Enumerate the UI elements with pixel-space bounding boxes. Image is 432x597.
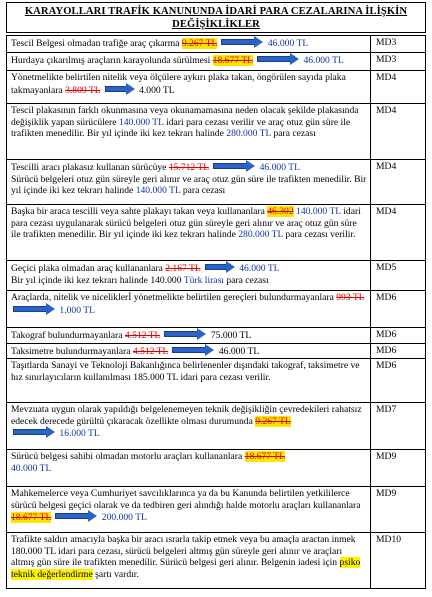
article-code: MD4 [371,104,426,160]
article-code: MD5 [371,261,426,291]
title-line-2: DEĞİŞİKLİKLER [172,19,260,30]
row-text: Geçici plaka olmadan araç kullananlara 2.167 TL 46.000 TL Bir yıl içinde iki kez tekrarı halinde 140.000 Türk lirası para cezası [7,261,371,291]
row-text: Hurdaya çıkarılmış araçların karayolunda sürülmesi 18.677 TL 46.000 TL [7,53,371,71]
row-text: Mahkemelerce veya Cumhuriyet savcılıklarınca ya da bu Kanunda belirtilen yetkililerce sürücü belgesi geçici olarak ve da tedbiren geri alındığı halde motorlu araçları kullananlara 18.677 TL 200.000 TL [7,487,371,533]
new-amount: 46.000 TL [239,263,280,274]
arrow-right-icon [105,84,135,94]
article-code: MD6 [371,359,426,403]
article-code: MD3 [371,36,426,53]
old-amount: 4.512 TL [132,345,169,357]
old-amount: 18.677 TL [244,451,285,463]
article-code: MD9 [371,450,426,487]
arrow-right-icon [257,54,299,64]
article-code: MD4 [371,160,426,205]
arrow-right-icon [172,345,214,355]
document-title [6,2,426,33]
new-amount: 16.000 TL [59,428,100,440]
new-amount: 40.000 TL [11,462,52,474]
row-text: Mevzuata uygun olarak yapıldığı belgelenemeyen teknik değişikliğin çevredekileri rahatsız edecek derecede gürültü çıkaracak özellikte olması durumunda 9.267 TL 16.000 TL [7,403,371,450]
row-text: Araçlarda, nitelik ve niceliklerİ yönetmelikte belirtilen gereçleri bulundurmayanlara 993 TL 1.000 TL [7,291,371,328]
new-amount: 46.000 TL [218,345,260,357]
old-amount: 9.267 TL [181,38,218,49]
new-amount: 1.000 TL [59,304,95,316]
table-row [7,160,426,205]
row-text: Takograf bulundurmayanlara 4.512 TL 75.000 TL [7,328,371,344]
table-row [7,291,426,328]
new-amount: 46.000 TL [267,38,309,49]
old-amount: 46.302 [267,206,294,217]
old-amount: 18.677 TL [11,512,51,524]
table-row [7,205,426,261]
table-row [7,359,426,403]
new-amount: 75.000 TL [210,330,252,341]
table-row [7,403,426,450]
table-row [7,487,426,533]
fine-amount: 140.000 TL [135,185,181,197]
old-amount: 3.809 TL [65,84,101,96]
old-amount: 2.167 TL [165,263,201,274]
table-row [7,36,426,53]
article-code: MD10 [371,533,426,589]
arrow-right-icon [205,262,235,272]
row-text: Trafikte saldırı amacıyla başka bir aracı ısrarla takip etmek veya bu amaçla aractan inmek 180.000 TL idari para cezası, sürücü belgeleri altmış gün süreyle geri alınır ve araçları altmış gün süre ile trafikten menedilir. Sürücü belgesi geri alınır. Belgenin iadesi için psiko teknik değerlendirme şartı vardır. [7,533,371,589]
row-text: Sürücü belgesi sahibi olmadan motorlu araçları kullananlara 18.677 TL 40.000 TL [7,450,371,487]
row-text: Yönetmelikte belirtilen nitelik veya ölçülere aykırı plaka takan, öngörülen sayıda plaka takmayanlara 3.809 TL 4.000 TL [7,71,371,104]
new-amount: 46.000 TL [259,162,300,173]
title-line-1: KARAYOLLARI TRAFİK KANUNUNDA İDARİ PARA CEZALARINA İLİŞKİN [24,6,408,17]
new-amount: 46.000 TL [303,55,344,66]
article-code: MD4 [371,205,426,261]
article-code: MD7 [371,403,426,450]
article-code: MD6 [371,291,426,328]
table-row [7,53,426,71]
old-amount: 4.512 TL [124,330,161,341]
highlighted-text: psiko teknik değerlendirme [11,557,361,580]
arrow-right-icon [213,161,255,171]
arrow-right-icon [164,329,206,339]
row-text: Tescil plakasının farklı okunmasına veya okunamamasına neden olacak şekilde plakasında değişiklik yapan sürücülere 140.000 TL idari para cezası verilir ve araç otuz gün süre ile trafikten menedilir. Bir yıl içinde iki kez tekrarı halinde 280.000 TL para cezası [7,104,371,160]
table-row [7,450,426,487]
table-row [7,71,426,104]
new-amount: 4.000 TL [139,84,175,96]
article-code: MD9 [371,487,426,533]
fine-amount: 280.000 TL [238,229,284,241]
fines-table [6,35,426,589]
arrow-right-icon [13,427,55,437]
old-amount: 18.677 TL [212,55,253,66]
arrow-right-icon [13,304,55,314]
old-amount: 993 TL [336,292,365,303]
table-row [7,261,426,291]
row-text: Taşıtlarda Sanayi ve Teknoloji Bakanlığınca belirlenenler dışındaki takograf, taksimetre ve hız sınırlayıcıların kullanılması 185.000 TL idari para cezası verilir. [7,359,371,403]
article-code: MD3 [371,53,426,71]
table-row [7,533,426,589]
new-amount: 200.000 TL [101,512,147,524]
row-text: Taksimetre bulundurmayanlara 4.512 TL 46.000 TL [7,343,371,359]
row-text: Tescilli aracı plakasız kullanan sürücüye 15.712 TL 46.000 TL Sürücü belgeleri otuz gün süreyle geri alınır ve araç otuz gün süre ile trafikten menedilir. Bir yıl içinde iki kez tekrarı halinde 140.000 TL para cezası [7,160,371,205]
fine-amount: 140.000 TL [118,116,164,128]
fine-amount: 280.000 TL [226,128,272,140]
table-row [7,104,426,160]
row-text: Tescil Belgesi olmadan trafiğe araç çıkarma 9.267 TL 46.000 TL [7,36,371,53]
article-code: MD6 [371,343,426,359]
table-row [7,343,426,359]
old-amount: 15.712 TL [168,162,209,173]
row-text: Başka bir araca tescilli veya sahte plakayı takan veya kullananlara 46.302 140.000 TL idari para cezası uygulanarak sürücü belgeleri otuz gün süreyle geri alınır ve araç otuz gün süre ile trafikten menedilir. Bir yıl içinde iki kez tekrarı halinde 280.000 TL para cezası verilir. [7,205,371,261]
article-code: MD4 [371,71,426,104]
article-code: MD6 [371,328,426,344]
fine-amount: 140.000 TL [296,206,341,217]
arrow-right-icon [221,37,263,47]
table-row [7,328,426,344]
old-amount: 9.267 TL [255,415,291,427]
arrow-right-icon [55,511,97,521]
